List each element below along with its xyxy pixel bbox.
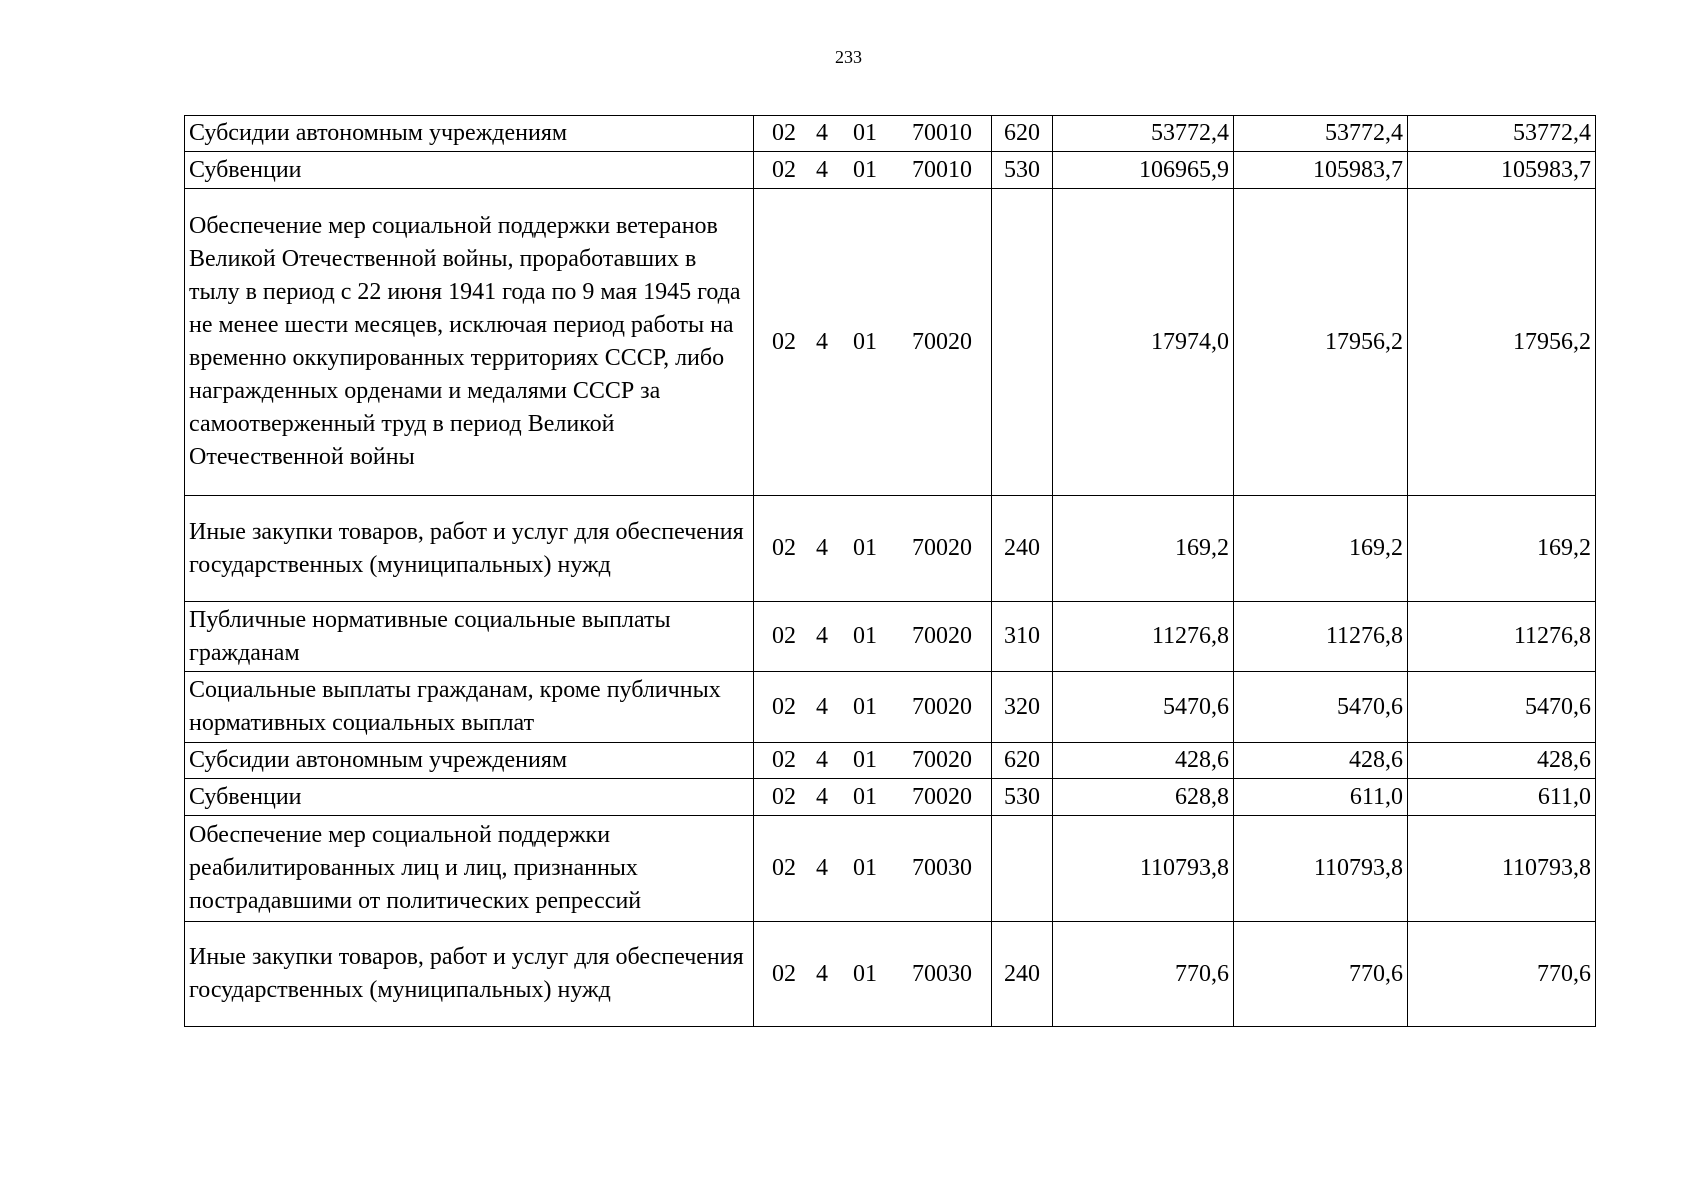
code-section: 02 — [772, 156, 796, 183]
row-name: Социальные выплаты гражданам, кроме публичных нормативных социальных выплат — [185, 672, 754, 743]
code-direction: 70030 — [912, 855, 972, 881]
code-section: 02 — [772, 747, 796, 773]
table-row — [185, 779, 1596, 816]
code-direction: 70010 — [912, 156, 972, 183]
code-section: 02 — [772, 783, 796, 810]
code-subprogram: 01 — [853, 156, 877, 183]
code-program: 4 — [816, 693, 828, 720]
row-value-2: 770,6 — [1234, 922, 1408, 1027]
row-code — [754, 602, 992, 672]
code-direction: 70020 — [912, 693, 972, 720]
row-value-3: 17956,2 — [1408, 189, 1596, 496]
row-value-1: 428,6 — [1053, 743, 1234, 779]
row-code — [754, 496, 992, 602]
table-row — [185, 922, 1596, 1027]
row-value-3: 169,2 — [1408, 496, 1596, 602]
row-value-1: 110793,8 — [1053, 816, 1234, 922]
row-value-3: 611,0 — [1408, 779, 1596, 816]
table-row — [185, 672, 1596, 743]
row-name: Субвенции — [185, 779, 754, 816]
code-direction: 70020 — [912, 535, 972, 561]
row-code — [754, 152, 992, 189]
table-row — [185, 116, 1596, 152]
code-program: 4 — [816, 156, 828, 183]
row-value-2: 110793,8 — [1234, 816, 1408, 922]
row-code — [754, 743, 992, 779]
budget-table — [184, 115, 1596, 1027]
row-value-1: 11276,8 — [1053, 602, 1234, 672]
row-value-3: 770,6 — [1408, 922, 1596, 1027]
row-code — [754, 779, 992, 816]
row-value-3: 105983,7 — [1408, 152, 1596, 189]
code-program: 4 — [816, 747, 828, 773]
code-direction: 70020 — [912, 783, 972, 810]
code-section: 02 — [772, 693, 796, 720]
row-expense-type: 530 — [992, 779, 1053, 816]
code-program: 4 — [816, 623, 828, 649]
row-expense-type: 320 — [992, 672, 1053, 743]
row-name: Субсидии автономным учреждениям — [185, 743, 754, 779]
row-name: Субсидии автономным учреждениям — [185, 116, 754, 152]
row-code — [754, 116, 992, 152]
table-row — [185, 496, 1596, 602]
table-row — [185, 602, 1596, 672]
row-name: Иные закупки товаров, работ и услуг для обеспечения государственных (муниципальных) нужд — [185, 922, 754, 1027]
code-program: 4 — [816, 960, 828, 987]
row-value-2: 11276,8 — [1234, 602, 1408, 672]
code-direction: 70020 — [912, 623, 972, 649]
row-value-3: 5470,6 — [1408, 672, 1596, 743]
code-section: 02 — [772, 120, 796, 146]
row-expense-type: 620 — [992, 116, 1053, 152]
code-subprogram: 01 — [853, 328, 877, 355]
code-subprogram: 01 — [853, 855, 877, 881]
row-value-2: 53772,4 — [1234, 116, 1408, 152]
row-value-2: 611,0 — [1234, 779, 1408, 816]
row-code — [754, 816, 992, 922]
code-section: 02 — [772, 960, 796, 987]
row-name: Иные закупки товаров, работ и услуг для обеспечения государственных (муниципальных) нужд — [185, 496, 754, 602]
code-section: 02 — [772, 328, 796, 355]
row-value-1: 106965,9 — [1053, 152, 1234, 189]
code-direction: 70030 — [912, 960, 972, 987]
code-program: 4 — [816, 783, 828, 810]
row-value-1: 169,2 — [1053, 496, 1234, 602]
code-section: 02 — [772, 855, 796, 881]
code-subprogram: 01 — [853, 747, 877, 773]
code-subprogram: 01 — [853, 960, 877, 987]
row-name: Субвенции — [185, 152, 754, 189]
row-code — [754, 672, 992, 743]
row-value-1: 53772,4 — [1053, 116, 1234, 152]
code-subprogram: 01 — [853, 535, 877, 561]
row-value-3: 428,6 — [1408, 743, 1596, 779]
code-subprogram: 01 — [853, 693, 877, 720]
row-value-1: 628,8 — [1053, 779, 1234, 816]
code-program: 4 — [816, 120, 828, 146]
row-expense-type — [992, 189, 1053, 496]
row-expense-type: 530 — [992, 152, 1053, 189]
row-expense-type: 620 — [992, 743, 1053, 779]
row-value-2: 5470,6 — [1234, 672, 1408, 743]
row-value-2: 169,2 — [1234, 496, 1408, 602]
code-direction: 70020 — [912, 328, 972, 355]
table-body — [185, 116, 1596, 1027]
code-section: 02 — [772, 535, 796, 561]
row-name: Публичные нормативные социальные выплаты гражданам — [185, 602, 754, 672]
row-expense-type: 240 — [992, 922, 1053, 1027]
row-code — [754, 189, 992, 496]
table-row — [185, 189, 1596, 496]
row-expense-type: 240 — [992, 496, 1053, 602]
code-subprogram: 01 — [853, 120, 877, 146]
row-value-2: 105983,7 — [1234, 152, 1408, 189]
row-code — [754, 922, 992, 1027]
row-value-2: 17956,2 — [1234, 189, 1408, 496]
code-subprogram: 01 — [853, 623, 877, 649]
code-direction: 70020 — [912, 747, 972, 773]
row-value-2: 428,6 — [1234, 743, 1408, 779]
row-expense-type: 310 — [992, 602, 1053, 672]
row-expense-type — [992, 816, 1053, 922]
row-value-3: 53772,4 — [1408, 116, 1596, 152]
row-value-3: 110793,8 — [1408, 816, 1596, 922]
code-subprogram: 01 — [853, 783, 877, 810]
code-program: 4 — [816, 535, 828, 561]
table-row — [185, 152, 1596, 189]
code-program: 4 — [816, 855, 828, 881]
page-number: 233 — [835, 47, 862, 67]
code-direction: 70010 — [912, 120, 972, 146]
table-row — [185, 743, 1596, 779]
row-name: Обеспечение мер социальной поддержки ветеранов Великой Отечественной войны, проработавших в тылу в период с 22 июня 1941 года по 9 мая 1945 года не менее шести месяцев, исключая период работы на временно оккупированных территориях СССР, либо награжденных орденами и медалями СССР за самоотверженный труд в период Великой Отечественной войны — [185, 189, 754, 496]
row-value-1: 770,6 — [1053, 922, 1234, 1027]
table-row — [185, 816, 1596, 922]
row-value-1: 17974,0 — [1053, 189, 1234, 496]
row-value-3: 11276,8 — [1408, 602, 1596, 672]
row-name: Обеспечение мер социальной поддержки реабилитированных лиц и лиц, признанных пострадавшими от политических репрессий — [185, 816, 754, 922]
code-program: 4 — [816, 328, 828, 355]
code-section: 02 — [772, 623, 796, 649]
row-value-1: 5470,6 — [1053, 672, 1234, 743]
